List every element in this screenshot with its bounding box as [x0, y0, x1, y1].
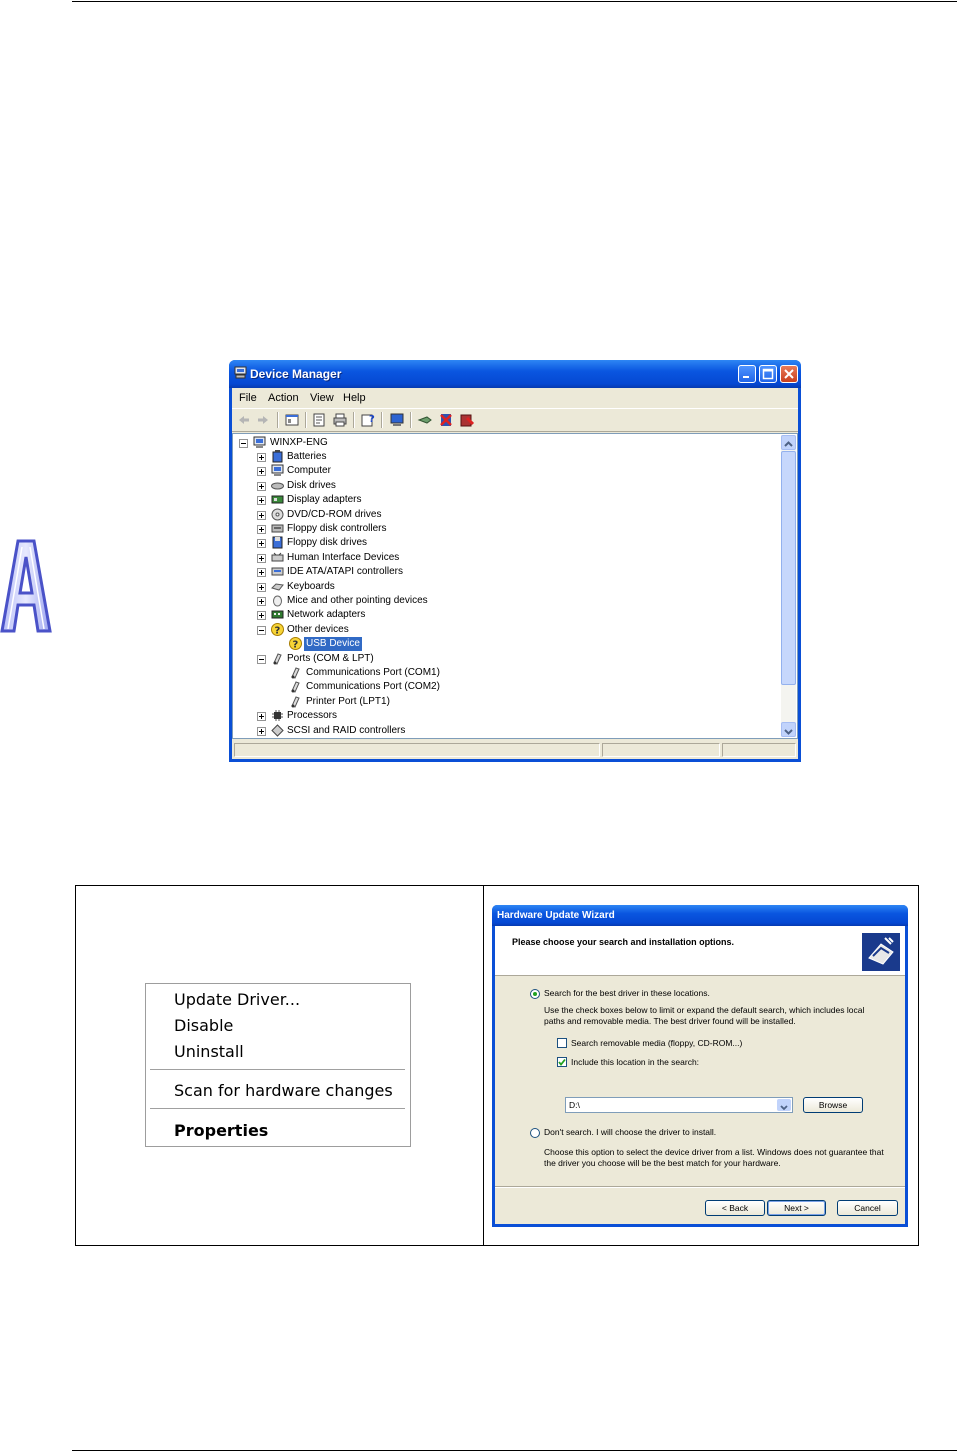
expand-toggle[interactable] — [257, 554, 266, 563]
window-title: Device Manager — [250, 367, 342, 381]
expand-toggle[interactable] — [257, 467, 266, 476]
status-cell — [722, 743, 796, 757]
expand-toggle[interactable] — [257, 611, 266, 620]
browse-button[interactable]: Browse — [803, 1097, 863, 1113]
checkbox-include-location[interactable] — [557, 1057, 567, 1067]
cdrom-icon — [271, 508, 284, 521]
floppy-controller-icon — [271, 522, 284, 535]
close-icon — [781, 366, 797, 382]
menu-disable[interactable]: Disable — [174, 1016, 234, 1035]
collapse-toggle[interactable] — [239, 439, 248, 448]
checkbox-include-location-label[interactable]: Include this location in the search: — [571, 1057, 700, 1067]
floppy-drive-icon — [271, 536, 284, 549]
svg-text:?: ? — [274, 625, 281, 636]
unknown-device-icon — [271, 623, 284, 636]
tree-device-label: Communications Port (COM2) — [306, 681, 440, 692]
menu-separator — [150, 1069, 405, 1071]
wizard-titlebar[interactable] — [492, 905, 908, 926]
location-value: D:\ — [569, 1100, 580, 1110]
menu-uninstall[interactable]: Uninstall — [174, 1042, 244, 1061]
device-manager-client — [232, 388, 798, 759]
expand-toggle[interactable] — [257, 712, 266, 721]
tree-category-label: Keyboards — [287, 581, 335, 592]
port-icon — [271, 652, 284, 665]
back-button[interactable]: < Back — [705, 1200, 765, 1216]
network-adapter-icon — [271, 608, 284, 621]
tree-device-label: Communications Port (COM1) — [306, 667, 440, 678]
tree-category-label: Floppy disk controllers — [287, 523, 387, 534]
tree-category-label: Batteries — [287, 451, 327, 462]
expand-toggle[interactable] — [257, 539, 266, 548]
menu-help[interactable]: Help — [343, 392, 366, 404]
wizard-footer-separator — [495, 1186, 905, 1188]
port-icon — [289, 695, 302, 708]
update-driver-icon[interactable] — [389, 412, 405, 428]
appendix-letter-a-graphic — [0, 535, 54, 635]
port-icon — [289, 680, 302, 693]
menu-action[interactable]: Action — [268, 392, 299, 404]
tree-category-label: Mice and other pointing devices — [287, 595, 428, 606]
tree-category-label: Floppy disk drives — [287, 537, 368, 548]
table-column-divider — [483, 886, 484, 1245]
search-description: Use the check boxes below to limit or expand the default search, which includes local — [544, 1005, 865, 1015]
collapse-toggle[interactable] — [257, 626, 266, 635]
tree-category-label: DVD/CD-ROM drives — [287, 509, 382, 520]
battery-icon — [271, 450, 284, 463]
minimize-icon — [739, 366, 755, 382]
chevron-down-icon — [777, 1102, 791, 1114]
svg-text:?: ? — [292, 639, 299, 650]
expand-toggle[interactable] — [257, 453, 266, 462]
wizard-title: Hardware Update Wizard — [497, 910, 615, 921]
keyboard-icon — [271, 580, 284, 593]
radio-search-best[interactable] — [530, 989, 540, 999]
next-button[interactable]: Next > — [767, 1200, 826, 1216]
wizard-header — [495, 926, 905, 976]
radio-dont-search[interactable] — [530, 1128, 540, 1138]
tree-category-label: Disk drives — [287, 480, 336, 491]
svg-text:?: ? — [369, 414, 375, 425]
toolbar — [232, 408, 798, 432]
radio-search-best-label[interactable]: Search for the best driver in these locations. — [544, 988, 710, 998]
wizard-header-text: Please choose your search and installation options. — [512, 937, 735, 947]
expand-toggle[interactable] — [257, 525, 266, 534]
menu-properties[interactable]: Properties — [174, 1121, 269, 1140]
menu-update-driver[interactable]: Update Driver... — [174, 990, 301, 1009]
cancel-button[interactable]: Cancel — [837, 1200, 898, 1216]
expand-toggle[interactable] — [257, 568, 266, 577]
selected-device-label: USB Device — [306, 638, 360, 649]
display-adapter-icon — [271, 493, 284, 506]
minimize-button[interactable] — [738, 365, 756, 383]
maximize-button[interactable] — [759, 365, 777, 383]
forward-icon[interactable] — [255, 412, 271, 428]
tree-vertical-scrollbar[interactable] — [781, 435, 796, 737]
expand-toggle[interactable] — [257, 583, 266, 592]
uninstall-icon[interactable] — [459, 412, 475, 428]
page-top-rule — [72, 1, 957, 2]
ide-controller-icon — [271, 565, 284, 578]
device-manager-icon — [234, 366, 247, 379]
mouse-icon — [271, 594, 284, 607]
device-manager-titlebar[interactable] — [229, 360, 801, 388]
expand-toggle[interactable] — [257, 511, 266, 520]
properties-icon[interactable] — [311, 412, 327, 428]
checkmark-icon — [558, 1058, 566, 1066]
location-combobox[interactable] — [565, 1097, 793, 1113]
hardware-wizard-icon — [861, 932, 901, 972]
device-manager-window — [229, 360, 801, 762]
expand-toggle[interactable] — [257, 727, 266, 736]
help-icon[interactable] — [360, 412, 376, 428]
expand-toggle[interactable] — [257, 496, 266, 505]
scroll-thumb[interactable] — [781, 451, 796, 685]
wizard-client — [495, 926, 905, 1224]
dont-search-description: Choose this option to select the device driver from a list. Windows does not guarantee that — [544, 1147, 884, 1157]
page-bottom-rule — [72, 1450, 957, 1451]
disk-drive-icon — [271, 479, 284, 492]
hid-icon — [271, 551, 284, 564]
tree-device-label: Printer Port (LPT1) — [306, 696, 390, 707]
scan-hardware-icon[interactable] — [417, 412, 433, 428]
checkbox-removable-media-label[interactable]: Search removable media (floppy, CD-ROM...) — [571, 1038, 743, 1048]
tree-category-label: Network adapters — [287, 609, 366, 620]
menu-file[interactable]: File — [239, 392, 257, 404]
tree-category-label: Ports (COM & LPT) — [287, 653, 374, 664]
tree-category-label: Display adapters — [287, 494, 362, 505]
console-tree-icon[interactable] — [284, 412, 300, 428]
status-cell — [602, 743, 720, 757]
unknown-device-icon — [289, 637, 302, 650]
status-cell — [234, 743, 600, 757]
tree-category-label: IDE ATA/ATAPI controllers — [287, 566, 403, 577]
menu-scan-hardware[interactable]: Scan for hardware changes — [174, 1081, 393, 1100]
checkbox-removable-media[interactable] — [557, 1038, 567, 1048]
chevron-up-icon — [782, 438, 795, 451]
context-menu — [145, 983, 411, 1147]
disable-icon[interactable] — [438, 412, 454, 428]
tree-root-label: WINXP-ENG — [270, 437, 328, 448]
computer-icon — [271, 464, 284, 477]
scroll-up-button[interactable] — [781, 435, 796, 450]
collapse-toggle[interactable] — [257, 655, 266, 664]
print-icon[interactable] — [332, 412, 348, 428]
close-button[interactable] — [780, 365, 798, 383]
menu-bar — [232, 388, 798, 407]
computer-icon — [253, 436, 266, 449]
scroll-down-button[interactable] — [781, 722, 796, 737]
tree-category-label: Processors — [287, 710, 338, 721]
menu-separator — [150, 1108, 405, 1110]
device-tree[interactable] — [232, 433, 798, 739]
tree-category-label: Other devices — [287, 624, 349, 635]
dont-search-description: the driver you choose will be the best match for your hardware. — [544, 1158, 781, 1168]
back-icon[interactable] — [236, 412, 252, 428]
expand-toggle[interactable] — [257, 482, 266, 491]
hardware-update-wizard — [492, 905, 908, 1227]
port-icon — [289, 666, 302, 679]
scsi-controller-icon — [271, 724, 284, 737]
maximize-icon — [760, 366, 776, 382]
tree-category-label: Human Interface Devices — [287, 552, 400, 563]
combo-dropdown-button[interactable] — [777, 1099, 791, 1111]
expand-toggle[interactable] — [257, 597, 266, 606]
search-description: paths and removable media. The best driver found will be installed. — [544, 1016, 796, 1026]
tree-category-label: Computer — [287, 465, 331, 476]
menu-view[interactable]: View — [310, 392, 334, 404]
radio-dont-search-label[interactable]: Don't search. I will choose the driver to install. — [544, 1127, 717, 1137]
status-bar — [232, 741, 798, 759]
tree-category-label: SCSI and RAID controllers — [287, 725, 406, 736]
chevron-down-icon — [782, 725, 795, 738]
processor-icon — [271, 709, 284, 722]
